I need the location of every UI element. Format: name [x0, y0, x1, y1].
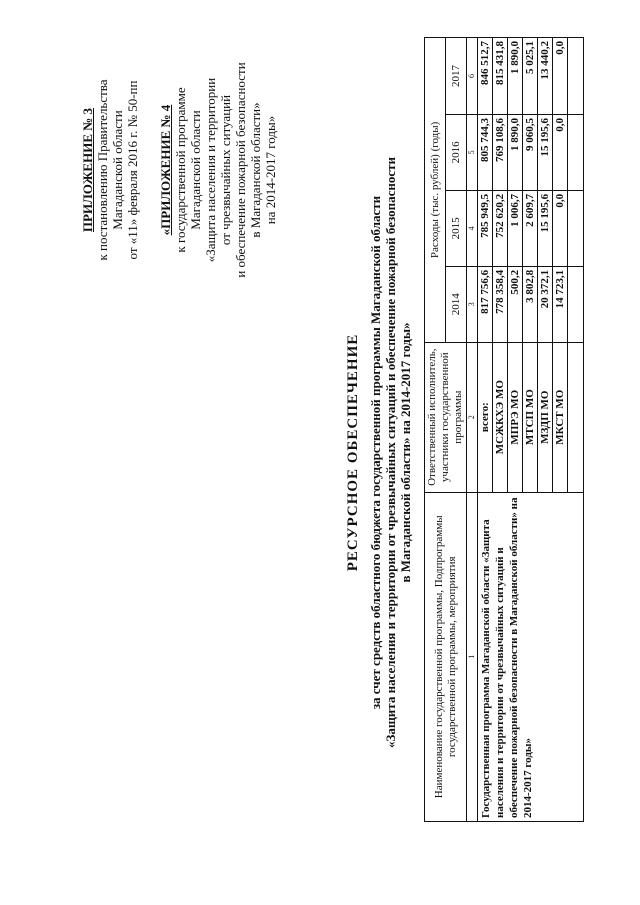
appendix-block: [80, 35, 278, 305]
appendix4-line: от чрезвычайных ситуаций: [218, 94, 233, 246]
column-number: 4: [467, 190, 478, 266]
value-cell: 13 440,2: [538, 38, 553, 115]
value-cell: 5 025,1: [523, 38, 538, 115]
appendix4-line: в Магаданской области»: [248, 102, 263, 238]
column-number: 1: [467, 492, 478, 821]
appendix4-line: Магаданской области: [188, 110, 203, 230]
executor-cell: МЗДП МО: [538, 342, 553, 492]
value-cell: 815 431,8: [493, 38, 508, 115]
appendix4-line: на 2014-2017 годы»: [263, 115, 278, 225]
resource-table: [424, 37, 584, 822]
value-cell: 778 358,4: [493, 266, 508, 342]
page-subtitle: [368, 120, 413, 785]
executor-cell: МПРЭ МО: [508, 342, 523, 492]
table-row: [478, 38, 493, 822]
value-cell: 1 890,0: [508, 38, 523, 115]
program-name: Государственная программа Магаданской области «Защита населения и территории от чрезвычайных ситуаций и обеспечение пожарной безопасности в Магаданской области» на 2014-2017 годы»: [478, 492, 584, 821]
subtitle-line: «Защита населения и территории от чрезвычайных ситуаций и обеспечение пожарной безопасности: [383, 156, 398, 749]
appendix4-line: и обеспечение пожарной безопасности: [233, 62, 248, 278]
value-cell: 817 756,6: [478, 266, 493, 342]
column-number-row: [467, 38, 478, 822]
header-year: 2015: [446, 190, 467, 266]
executor-cell: МКСТ МО: [553, 342, 568, 492]
value-cell: 0,0: [553, 190, 568, 266]
column-number: 6: [467, 38, 478, 115]
appendix3-line: от «11» февраля 2016 г. № 50-пп: [125, 80, 140, 260]
value-cell: 0,0: [553, 114, 568, 190]
value-cell: 0,0: [553, 38, 568, 115]
value-cell: 2 609,7: [523, 190, 538, 266]
subtitle-line: за счет средств областного бюджета государственной программы Магаданской области: [368, 195, 383, 710]
executor-cell: МСЖКХЭ МО: [493, 342, 508, 492]
header-year: 2014: [446, 266, 467, 342]
value-cell: 3 802,8: [523, 266, 538, 342]
executor-cell: МТСП МО: [523, 342, 538, 492]
table-header-row: [425, 38, 446, 822]
appendix4-line: «Защита населения и территории: [203, 77, 218, 263]
value-cell: 15 195,6: [538, 114, 553, 190]
value-cell: 500,2: [508, 266, 523, 342]
page-title: РЕСУРСНОЕ ОБЕСПЕЧЕНИЕ: [345, 333, 361, 572]
value-cell: 9 060,5: [523, 114, 538, 190]
header-expenses: Расходы (тыс. рублей) (годы): [425, 38, 446, 343]
subtitle-line: в Магаданской области» на 2014-2017 годы»: [398, 322, 413, 583]
appendix4-title: «ПРИЛОЖЕНИЕ № 4: [158, 104, 173, 236]
value-cell: 785 949,5: [478, 190, 493, 266]
executor-cell: всего:: [478, 342, 493, 492]
column-number: 2: [467, 342, 478, 492]
value-cell: 14 723,1: [553, 266, 568, 342]
appendix3-line: Магаданской области: [110, 110, 125, 230]
column-number: 3: [467, 266, 478, 342]
column-number: 5: [467, 114, 478, 190]
appendix3-title: ПРИЛОЖЕНИЕ № 3: [80, 107, 95, 233]
value-cell: 1 006,7: [508, 190, 523, 266]
header-executor: Ответственный исполнитель, участники государственной программы: [425, 342, 467, 492]
value-cell: 769 108,6: [493, 114, 508, 190]
value-cell: 15 195,6: [538, 190, 553, 266]
value-cell: 20 372,1: [538, 266, 553, 342]
header-year: 2017: [446, 38, 467, 115]
value-cell: 1 890,0: [508, 114, 523, 190]
value-cell: 846 512,7: [478, 38, 493, 115]
header-year: 2016: [446, 114, 467, 190]
value-cell: 805 744,3: [478, 114, 493, 190]
appendix4-line: к государственной программе: [173, 87, 188, 253]
header-name: Наименование государственной программы, Подпрограммы государственной программы, мероприятия: [425, 492, 467, 821]
value-cell: 752 620,2: [493, 190, 508, 266]
appendix3-line: к постановлению Правительства: [95, 79, 110, 261]
